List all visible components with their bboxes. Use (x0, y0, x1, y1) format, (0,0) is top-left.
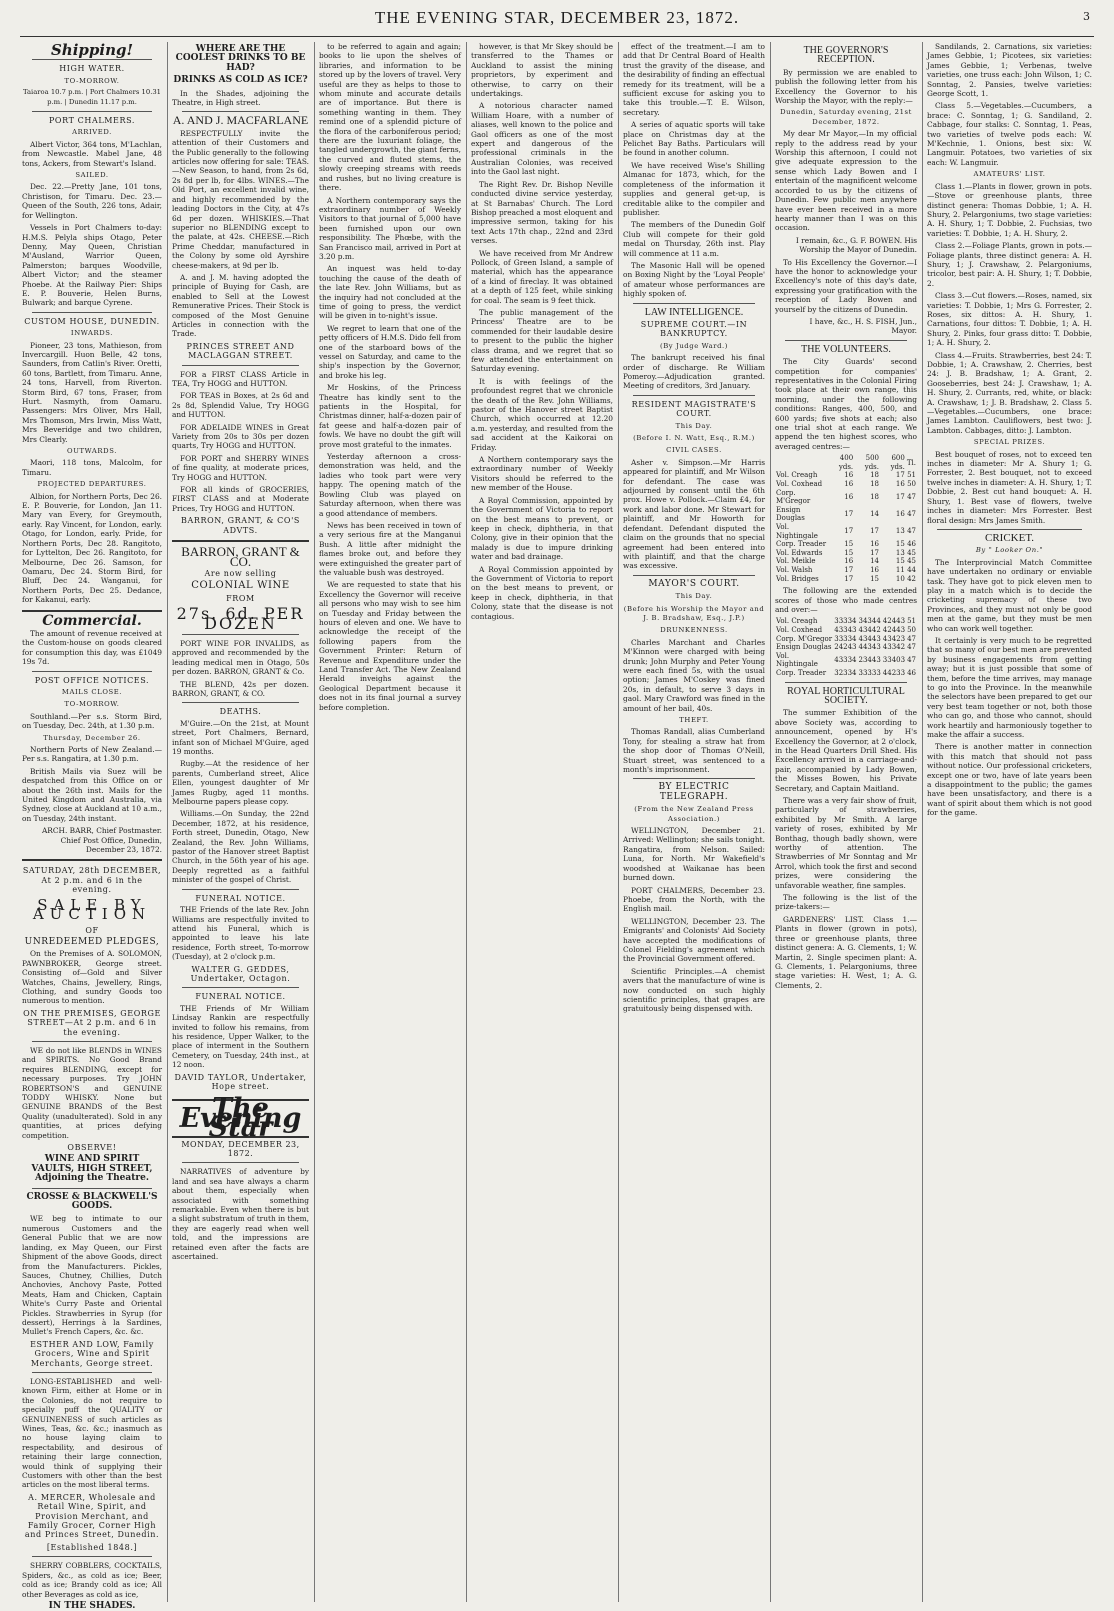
article-paragraph: We regret to learn that one of the petty officers of H.M.S. Dido fell from one of the starboard bows of the vessel on Saturday, and came to the ship's inspection by the Governor, and broke his leg. (319, 323, 461, 380)
theft-label: THEFT. (679, 716, 709, 724)
table-cell: 15 (844, 548, 854, 557)
cold-as-ice-heading: DRINKS AS COLD AS ICE? (173, 75, 308, 86)
governor-intro: By permission we are enabled to publish the following letter from his Excellency the Governor to his Worship the Mayor, with the reply:— (775, 67, 917, 106)
table-cell: 43443 (858, 634, 881, 643)
death-notice: Williams.—On Sunday, the 22nd December, 1872, at his residence, Forth street, Dunedin, Otago, New Zealand, the Rev. John Williams, pastor of the Hanover street Baptist Church, in the 56th year of his age. Deeply regretted as a faithful minister of the gospel of Christ. (172, 809, 309, 885)
shipping-heading: Shipping! (50, 41, 134, 59)
table-row (775, 643, 917, 652)
table-cell: 16 (895, 480, 905, 489)
observe-label: OBSERVE! (67, 1143, 117, 1153)
table-cell: 47 (907, 634, 916, 643)
this-day-label: This Day. (675, 421, 713, 430)
law-text: The bankrupt received his final order of discharge. Re William Pomeroy.—Adjudication granted. Meeting of creditors, 3rd January. (623, 353, 765, 391)
table-cell: Vol. Coxhead (776, 625, 823, 634)
blends-ad: WE do not like BLENDS in WINES and SPIRITS. No Good Brand requires BLENDING, except for necessary purposes. Try JOHN ROBERTSON'S and GENUINE TODDY WHISKY. None but GENUINE BRANDS of the Best Quality (unadulterated). Sold in any quantities, at prices defying competition. (22, 1045, 162, 1140)
port-invalids-ad: PORT WINE FOR INVALIDS, as approved and recommended by the leading medical men in Otago, 50s per dozen. BARRON, GRANT & Co. (172, 638, 309, 677)
macfarlane-text: RESPECTFULLY invite the attention of their Customers and the Public generally to the following articles now offering for sale: TEAS.—New Season, to hand, from 2s 6d, 2s 8d per lb, for 4lbs. WINES.—The Old Port, an excellent invalid wine, and highly recommended by the leading Doctors in the City, at 47s 6d per dozen. WHISKIES.—That superior no BLENDING except to the palate, at 42s. CHEESE.—Rich Prime Cheddar, manufactured in the Colony by some old Ayrshire cheese-makers, at 9d per lb. (172, 128, 309, 270)
funeral-notice-signature: DAVID TAYLOR, Undertaker, Hope street. (174, 1072, 307, 1091)
table-header: 400 yds. (838, 454, 854, 471)
table-cell: 44343 (858, 643, 881, 652)
horticultural-text: The summer Exhibition of the above Society was, according to announcement, opened by H's Excellency the Governor, at 2 o'clock, in the Head Quarters Drill Shed. His Excellency arrived in a carriage-and-pair, accompanied by Lady Bowen, the Misses Bowen, his Private Secretary, and Captain Maitland. (775, 708, 917, 793)
table-cell: 34344 (858, 617, 881, 626)
divider (22, 610, 162, 612)
table-cell: 32334 (834, 668, 857, 677)
table-cell: 15 (844, 540, 854, 549)
theft-text: Thomas Randall, alias Cumberland Tony, for stealing a straw hat from the shop door of Thomas O'Neill, Stuart street, was sentenced to a month's imprisonment. (623, 727, 765, 775)
prize-list: Class 1.—Plants in flower, grown in pots.—Stove or greenhouse plants, three distinct genera: Thomas Dobbie, 1; A. H. Shury, 2. Pelargoniums, two stage varieties: A. H. Shury, 1; T. Dobbie, 2. Fuchsias, two varieties: T. Dobbie, 1; A. H. Shury, 2. (927, 181, 1092, 238)
page-title: THE EVENING STAR, DECEMBER 23, 1872. (374, 8, 740, 27)
death-notice: M'Guire.—On the 21st, at Mount street, Port Chalmers, Bernard, infant son of Michael M'Guire, aged 19 months. (172, 718, 309, 756)
article-paragraph: A Northern contemporary says the extraordinary number of Weekly Visitors to that journal of 5,000 have been furnished upon our own responsibility. The Phœbe, with the San Francisco mail, arrived in Port at 3.20 p.m. (319, 195, 461, 261)
mayors-court-text: Charles Marchant and Charles M'Kinnon were charged with being drunk; John Murphy and Peter Young were each fined 5s, with the usual option; James M'Coskey was fined 20s, in default, to serve 3 days in gaol. Mary Crawford was fined in the amount of her bail, 40s. (623, 637, 765, 713)
judge-line: (By Judge Ward.) (659, 341, 729, 350)
table-cell: 16 (844, 557, 854, 566)
crosse-blackwell-heading: CROSSE & BLACKWELL'S GOODS. (26, 1191, 158, 1212)
scores-body (775, 471, 917, 583)
post-notice-1: Southland.—Per s.s. Storm Bird, on Tuesday, Dec. 24th, at 1.30 p.m. (22, 711, 162, 731)
crosse-blackwell-text: WE beg to intimate to our numerous Customers and the General Public that we are now landing, ex May Queen, our First Shipment of the above Goods, direct from the Manufacturers. Pickles, Sauces, Chutney, Chillies, Dutch Anchovies, Anchovy Paste, Potted Meats, Ham and Chicken, Captain White's Curry Paste and Oriental Pickles. Strawberries in Syrup (for dessert), Herrings à la Sardines, Mullet's French Capers, &c. &c. (22, 1214, 162, 1337)
civil-cases-text: Asher v. Simpson.—Mr Harris appeared for plaintiff, and Mr Wilson for defendant. The case was adjourned by consent until the 6th prox. Howe v. Pollock.—Claim £4, for work and labor done. Mr Stewart for plaintiff, and Mr Howorth for defendant. Defendant disputed the claim on the grounds that no special agreement had been entered into with plaintiff, and that the charge was excessive. (623, 457, 765, 571)
table-cell: 13 (895, 527, 905, 536)
divider (182, 634, 299, 635)
table-cell: 50 (907, 480, 916, 489)
funeral-notice-heading: FUNERAL NOTICE. (195, 893, 286, 903)
post-office-heading: POST OFFICE NOTICES. (34, 675, 150, 685)
table-cell: 47 (907, 527, 916, 536)
high-water-heading: HIGH WATER. (59, 64, 125, 74)
mayors-court-heading: MAYOR'S COURT. (648, 578, 740, 589)
table-cell: Ensign Douglas (776, 505, 805, 523)
column-4 (471, 42, 613, 1602)
barron-advts-label: BARRON, GRANT, & CO'S ADVTS. (181, 516, 300, 535)
table-cell: 16 (844, 480, 854, 489)
masthead-line (20, 6, 1094, 37)
prize-list: Class 4.—Fruits. Strawberries, best 24: T. Dobbie, 1; A. Crawshaw, 2. Cherries, best 24: J. B. Bradshaw, 1; A. Grant, 2. Gooseberries, best 24: J. Crawshaw, 1; A. H. Shury, 2. Currants, red, white, or black: A. Crawshaw, 1; J. B. Bradshaw, 2. Class 5.—Vegetables.—Cucumbers, one brace: James Lambton. Cauliflowers, best two: J. Lambton. Cabbages, ditto: J. Lambton. (927, 350, 1092, 435)
barron-grant-heading: BARRON, GRANT & CO. (181, 544, 300, 569)
pawnbroker-text: On the Premises of A. SOLOMON, PAWNBROKER, George street. Consisting of—Gold and Silver Watches, Chains, Jewellery, Rings, Clothing, and sundry Goods too numerous to mention. (22, 949, 162, 1006)
table-cell: Vol. Nightingale (776, 523, 818, 540)
divider (22, 859, 162, 861)
leading-article: NARRATIVES of adventure by land and sea have always a charm about them, especially when associated with something remarkable. Even when there is but a slight substratum of truth in them, they are eagerly read when well told, and the impressions are retained even after the facts are ascertained. (172, 1167, 309, 1262)
column-1 (22, 41, 162, 1611)
table-cell: 42 (907, 574, 916, 583)
horticultural-text: There was a very fair show of fruit, particularly of strawberries, exhibited by Mr Smith. A large variety of roses, exhibited by Mr Bonthag, though badly shown, were worthy of attention. The Strawberries of Mr Sonntag and Mr Arrol, which took the first and second prizes, were considering the unfavorable weather, fine samples. (775, 796, 917, 890)
article-paragraph: We have received Wise's Shilling Almanac for 1873, which, for the completeness of the information it supplies and general get-up, is creditable alike to the compiler and publisher. (623, 160, 765, 217)
article-paragraph: however, is that Mr Skey should be transferred to the Thames or Auckland to assist the mining proprietors, by experiment and otherwise, to carry on their undertakings. (471, 42, 613, 99)
mayor-reply: To His Excellency the Governor.—I have the honor to acknowledge your Excellency's note of this day's date, expressing your gratification with the reception of Lady Bowen and yourself by the citizens of Dunedin. (775, 257, 917, 314)
column-7 (927, 42, 1092, 1602)
column-rule (167, 42, 168, 1602)
table-cell: 50 (907, 625, 916, 634)
article-paragraph: The Right Rev. Dr. Bishop Neville conducted divine service yesterday, at St Barnabas' Church. The Lord Bishop preached a most eloquent and impressive sermon, taking for his text Acts 17th chap., 22nd and 23rd verses. (471, 179, 613, 246)
divider (182, 1162, 299, 1163)
table-row (775, 471, 917, 480)
projected-label: PROJECTED DEPARTURES. (37, 480, 147, 489)
article-paragraph: A Northern contemporary says the extraordinary number of Weekly Visitors should be referred to the new member of the House. (471, 455, 613, 493)
article-paragraph: We have received from Mr Andrew Pollock, of Green Island, a sample of material, which has the appearance of a kind of fireclay. It was obtained at a depth of 125 feet, while sinking for coal. The seam is 9 feet thick. (471, 248, 613, 305)
table-cell: 43343 (834, 625, 857, 634)
cricket-heading: CRICKET. (985, 531, 1034, 544)
governor-signature: I remain, &c., G. F. BOWEN. His Worship the Mayor of Dunedin. (795, 235, 917, 255)
table-cell: Vol. Creagh (776, 617, 818, 626)
hogg-hutton-ad: FOR TEAS in Boxes, at 2s 6d and 2s 8d, Splendid Value, Try HOGG and HUTTON. (172, 391, 309, 420)
princes-street-heading: PRINCES STREET AND MACLAGGAN STREET. (186, 341, 295, 361)
table-cell: 42443 (882, 617, 906, 626)
column-rule (770, 42, 771, 1602)
divider (32, 59, 152, 60)
extended-scores-intro: The following are the extended scores of those who made centres and over:— (775, 586, 917, 614)
sale-of: OF (85, 925, 99, 935)
table-cell: 17 (844, 510, 854, 519)
funeral-notice-heading: FUNERAL NOTICE. (195, 992, 286, 1002)
table-row (775, 557, 917, 566)
arrived-label: ARRIVED. (72, 128, 112, 137)
article-paragraph: A series of aquatic sports will take place on Christmas day at the Pelichet Bay Baths. Particulars will be found in another column. (623, 120, 765, 158)
table-cell: 17 (895, 492, 905, 501)
telegraph-item: PORT CHALMERS, December 23. Phoebe, from the North, with the English mail. (623, 885, 765, 914)
table-cell: 23443 (858, 656, 881, 665)
post-thursday-label: Thursday, December 26. (43, 733, 141, 742)
table-cell: 46 (907, 668, 916, 677)
horticultural-text: The following is the list of the prize-takers:— (775, 893, 917, 912)
tomorrow-label: TO-MORROW. (64, 76, 120, 85)
table-header (775, 454, 828, 471)
table-cell: 16 (895, 510, 905, 519)
scientific-item: Scientific Principles.—A chemist avers that the manufacture of wine is now conducted on such highly scientific principles, that grapes are gratuitously being dispensed with. (623, 966, 765, 1014)
article-paragraph: We are requested to state that his Excellency the Governor will receive all persons who may wish to see him on Tuesday and Friday between the hours of eleven and one. We have to acknowledge the receipt of the following papers from the Government Printer: Return of Revenue and Expenditure under the Land Transfer Act. The New Zealand Herald inveighs against the Geological Department because it does not in its final journal a survey before completion. (319, 580, 461, 712)
projected-text: Albion, for Northern Ports, Dec 26. E. P. Bouverie, for London, Jan 11. Mary van Every, for Greymouth, early. Ray Vincent, for London, early. Otago, for London, early. Pride, for Northern Ports, Dec 28. Rangitoto, for Lyttelton, Dec 26. Rangitoto, for Melbourne, Dec 26. Samson, for Oamaru, Dec 24. Storm Bird, for Bluff, Dec 24. Wanganui, for Northern Ports, Dec 25. Dedance, for Kakanui, early. (22, 491, 162, 605)
divider (182, 111, 299, 112)
column-rule (314, 42, 315, 1602)
table-cell: 16 (844, 492, 854, 501)
extended-scores-table (775, 617, 917, 677)
colonial-wine: COLONIAL WINE (191, 580, 290, 592)
table-cell: 43334 (834, 656, 857, 665)
table-cell: 17 (895, 471, 905, 480)
prize-list: GARDENERS' LIST. Class 1.—Plants in flower (grown in pots), three or greenhouse plants, three distinct genera: A. G. Clements, 1; W. Martin, 2. Single specimen plant: A. G. Clements, 1. Pelargoniums, three stage varieties: H. West, 1; A. G. Clements, 2. (775, 914, 917, 990)
sherry-cobblers-ad: SHERRY COBBLERS, COCKTAILS, Spiders, &c., as cold as ice; Beer, cold as ice; Brandy cold as ice; All other Beverages as cold as ice, (22, 1561, 162, 1599)
supreme-court-heading: SUPREME COURT.—IN BANKRUPTCY. (640, 319, 748, 339)
law-intelligence-heading: LAW INTELLIGENCE. (644, 306, 744, 318)
article-paragraph: A notorious character named William Hoare, with a number of aliases, well known to the police and Gaol officers as one of the most expert and dangerous of the professional criminals in the Australian Colonies, was received into the Gaol last night. (471, 101, 613, 177)
table-row (775, 523, 917, 540)
vessels-text: Vessels in Port Chalmers to-day: H.M.S. Pelyla ships Otago, Peter Denny, May Queen, Christian M'Ausland, Warrior Queen, Palmerston; barques Woodville, Albert Victor; and the steamer Phoebe. At the Railway Pier: Ships E. P. Bouverie, Helen Burns, Bulwark; and barque Cyrene. (22, 223, 162, 308)
table-cell: Vol. Edwards (776, 548, 823, 557)
wine-price: 27s. 6d. PER DOZEN (176, 604, 305, 633)
premises-line: ON THE PREMISES, GEORGE STREET—At 2 p.m. and 6 in the evening. (23, 1008, 161, 1037)
divider (32, 1188, 152, 1189)
post-tomorrow-label: TO-MORROW. (64, 700, 120, 709)
table-cell: 42443 (882, 625, 906, 634)
table-cell: 44233 (882, 668, 906, 677)
special-prizes-label: SPECIAL PRIZES. (973, 438, 1046, 447)
article-paragraph: An inquest was held to-day touching the cause of the death of the late Rev. John Williams, but as the inquiry had not concluded at the time of going to press, the verdict will be given in to-night's issue. (319, 264, 461, 321)
table-cell: Vol. Nightingale (776, 651, 818, 669)
divider (32, 1556, 152, 1557)
mayor-day-label: This Day. (675, 592, 713, 601)
table-cell: 33403 (882, 656, 906, 665)
table-row (775, 506, 917, 523)
article-paragraph: A Royal Commission appointed by the Government of Victoria to report on the best means to prevent, or keep in check, diphtheria, in that Colony, state that the disease is not contagious. (471, 564, 613, 621)
table-cell: 24243 (834, 643, 857, 652)
sale-heading: SALE BY AUCTION (32, 895, 152, 924)
column-rule (466, 42, 467, 1602)
mercer-signature: A. MERCER, Wholesale and Retail Wine, Spirit, and Provision Merchant, and Family Grocer, Corner High and Princes Street, Dunedin. (24, 1492, 160, 1540)
cricket-paragraph: There is another matter in connection with this match that should not pass without notice. Our professional cricketers, except one or two, have of late years been a disappointment to the public; the games have been unsatisfactory, and there is a want of spirit about them which is not good for the game. (927, 742, 1092, 818)
before-line: (Before I. N. Watt, Esq., R.M.) (633, 434, 755, 443)
established-note: [Established 1848.] (46, 1542, 138, 1552)
table-cell: 15 (870, 574, 879, 583)
prize-list: Class 3.—Cut flowers.—Roses, named, six varieties: T. Dobbie, 1; Mrs G. Forrester, 2. Roses, six dittos: A. H. Shury, 1. Carnations, four dittos: T. Dobbie, 1; A. H. Shury, 2. Pinks, four grass ditto: T. Dobbie, 1; A. H. Shury, 2. (927, 291, 1092, 348)
divider (32, 312, 152, 313)
table-row (775, 566, 917, 575)
port-chalmers-heading: PORT CHALMERS. (48, 116, 136, 126)
table-row (775, 489, 917, 506)
table-cell: 51 (907, 617, 916, 626)
governors-reception-heading: THE GOVERNOR'S RECEPTION. (803, 45, 889, 66)
prize-list: Sandilands, 2. Carnations, six varieties: James Gebbie, 1; Picotees, six varieties: James Gebbie, 1; Verbenas, twelve varieties, one truss each: John Wilson, 1; C. Sonntag, 2. Pansies, twelve varieties: George Scott, 1. (927, 42, 1092, 99)
telegraph-item: WELLINGTON, December 23. The Emigrants' and Colonists' Aid Society have accepted the modifications of Colonel Fielding's agreement which the Provincial Government offered. (623, 916, 765, 964)
divider (633, 395, 755, 396)
spirit-vaults-heading: WINE AND SPIRIT VAULTS, HIGH STREET, Adjoining the Theatre. (31, 1154, 153, 1184)
divider (182, 702, 299, 703)
article-paragraph: A Royal Commission, appointed by the Government of Victoria to report on the best means to prevent, or keep in check, diphtheria, in that Colony, give in their opinion that the malady is due to impure drinking water and bad drainage. (471, 495, 613, 562)
funeral-notice-text: THE Friends of the late Rev. John Williams are respectfully invited to attend his Funeral, which is appointed to leave his late residence, Forth street, To-morrow (Tuesday), at 2 o'clock p.m. (172, 905, 309, 962)
table-cell: Corp. M'Gregor (776, 488, 811, 506)
table-cell: 16 (870, 540, 879, 549)
table-header: Tl. (906, 458, 916, 467)
table-cell: 16 (844, 471, 854, 480)
tide-times: Taiaroa 10.7 p.m. | Port Chalmers 10.31 p.m. | Dunedin 11.17 p.m. (22, 88, 162, 106)
amateurs-list-label: AMATEURS' LIST. (973, 170, 1046, 179)
mayor-signature: I have, &c., H. S. FISH, Jun., Mayor. (809, 316, 917, 336)
column-2 (172, 42, 309, 1602)
in-the-shades-heading: IN THE SHADES. (48, 1600, 136, 1611)
table-cell: 15 (895, 540, 905, 549)
shades-location: In the Shades, adjoining the Theatre, in High street. (172, 88, 309, 108)
cricket-paragraph: It certainly is very much to be regretted that so many of our best men are prevented by business engagements from getting away; but it is just possible that some of them, before the time arrives, may manage to go into the Province. In the meanwhile the selectors have been prepared to get our very best team together or not, both those who can go, and those who cannot, should work heartily and harmoniously together to make the affair a success. (927, 635, 1092, 740)
arrived-text: Albert Victor, 364 tons, M'Lachlan, from Newcastle. Mabel Jane, 48 tons, Ackers, from Stewart's Island. (22, 139, 162, 168)
now-selling: Are now selling (204, 568, 277, 578)
blend-ad: THE BLEND, 42s per dozen. BARRON, GRANT, & CO. (172, 679, 309, 698)
sailed-label: SAILED. (75, 171, 109, 180)
unredeemed-heading: UNREDEEMED PLEDGES, (24, 936, 160, 947)
table-cell: 17 (844, 527, 854, 536)
divider (182, 987, 299, 988)
table-row (775, 540, 917, 549)
table-cell: 17 (870, 527, 879, 536)
long-established-ad: LONG-ESTABLISHED and well-known Firm, either at Home or in the Colonies, do not require to specially puff the QUALITY or GENUINENESS of such articles as Wines, Teas, &c. &c.; inasmuch as no house laying claim to respectability, and desirous of retaining their large connection, would think of supplying their Customers with other than the best articles on the most liberal terms. (22, 1376, 162, 1490)
table-cell: 14 (870, 557, 879, 566)
table-cell: Vol. Bridges (776, 574, 819, 583)
custom-house-heading: CUSTOM HOUSE, DUNEDIN. (24, 316, 160, 326)
table-cell: 46 (907, 540, 916, 549)
table-row (775, 549, 917, 558)
divider (172, 540, 309, 542)
mails-close-label: MAILS CLOSE. (61, 687, 123, 696)
governor-letter-address: Dunedin, Saturday evening, 21st December, 1872. (780, 108, 912, 126)
cricket-byline: By " Looker On." (975, 546, 1044, 555)
table-cell: Vol. Coxhead (776, 480, 823, 489)
commercial-text: The amount of revenue received at the Custom-house on goods cleared for consumption this day, was £1049 19s 7d. (22, 628, 162, 667)
table-cell: 18 (870, 480, 879, 489)
divider (182, 889, 299, 890)
scores-table (775, 454, 917, 583)
outwards-text: Maori, 118 tons, Malcolm, for Timaru. (22, 458, 162, 477)
post-notice-2: Northern Ports of New Zealand.—Per s.s. Rangatira, at 1.30 p.m. (22, 745, 162, 764)
column-3 (319, 42, 461, 1602)
macfarlane-heading: A. AND J. MACFARLANE (172, 113, 309, 128)
hogg-hutton-ad: FOR all kinds of GROCERIES, FIRST CLASS and at Moderate Prices, Try HOGG and HUTTON. (172, 485, 309, 513)
cricket-paragraph: The Interprovincial Match Committee have undertaken no ordinary or enviable task. They have got to pick eleven men to play in a match which is to decide the cricketing supremacy of these two Provinces, and they must not only be good men at the game, but they must be men who can work well together. (927, 557, 1092, 633)
saturday-line: SATURDAY, 28th DECEMBER, At 2 p.m. and 6 in the evening. (22, 866, 162, 895)
telegraph-heading: BY ELECTRIC TELEGRAPH. (658, 782, 730, 802)
evening-star-masthead: The Evening Star (172, 1099, 309, 1137)
table-cell: 43442 (858, 625, 881, 634)
table-cell: 47 (907, 492, 916, 501)
article-paragraph: The Masonic Hall will be opened on Boxing Night by the 'Loyal People' of amateur whose performances are highly spoken of. (623, 260, 765, 299)
from-label: FROM (226, 593, 255, 603)
article-paragraph: Yesterday afternoon a cross-demonstration was held, and the ladies who took part were very happy. The opening match of the Bowling Club was played on Saturday afternoon, when there was a good attendance of members. (319, 452, 461, 518)
mayor-before-line: (Before his Worship the Mayor and J. B. Bradshaw, Esq., J.P.) (623, 604, 765, 622)
divider (32, 671, 152, 672)
divider (633, 778, 755, 779)
table-row (775, 669, 917, 678)
funeral-notice-text: THE Friends of Mr William Lindsay Rankin are respectfully invited to follow his remains, from his residence, Upper Walker, to the place of interment in the Southern Cemetery, on Tuesday, 24th inst., at 12 noon. (172, 1003, 309, 1070)
table-header: 500 yds. (864, 454, 879, 471)
coolest-drinks-heading: WHERE ARE THE COOLEST DRINKS TO BE HAD? (175, 44, 306, 73)
volunteers-text: The City Guards' second competition for companies' representatives in the Colonial Firing took place at their own range, this morning, under the following conditions: Ranges, 400, 500, and 600 yards; five shots at each; also one trial shot at each range. We append the ten highest scores, who averaged centres:— (775, 357, 917, 451)
article-paragraph: to be referred to again and again; books to lie upon the shelves of libraries, and information to be stored up by the lovers of travel. Very useful are they as helps to those to whom minute and accurate details are of importance. But there is something wanting in them. They remind one of a splendid picture of the flora of the carboniferous period; there are the luxuriant foliage, the tangled undergrowth, the giant ferns, the curved and fluted stems, the slowly creeping streams with reeds and rushes, but no living creature is there. (319, 42, 461, 193)
hogg-hutton-ad: FOR ADELAIDE WINES in Great Variety from 20s to 30s per dozen quarts, Try HOGG and HUTTON. (172, 422, 309, 451)
table-cell: 14 (870, 510, 879, 519)
inwards-text: Pioneer, 23 tons, Mathieson, from Invercargill. Huon Belle, 42 tons, Saunders, from Catlin's River. Oretti, 60 tons, Bartlett, from Timaru. Anne, 24 tons, Harvell, from Riverton. Storm Bird, 67 tons, Fraser, from Hurt. Nasmyth, from Oamaru. Passengers: Mrs Oliver, Mrs Hall, Mrs Thomson, Mrs Irwin, Miss Watt, Mrs Beveridge and two children, Mrs Clearly. (22, 340, 162, 444)
death-notice: Rugby.—At the residence of her parents, Cumberland street, Alice Ellen, youngest daughter of Mr James Rugby, aged 11 months. Melbourne papers please copy. (172, 759, 309, 807)
commercial-heading: Commercial. (42, 612, 142, 629)
table-cell: 16 (870, 565, 879, 574)
divider (32, 1372, 152, 1373)
divider (633, 303, 755, 304)
post-notice-3: British Mails via Suez will be despatched from this Office on or about the 26th inst. Mails for the United Kingdom and Australia, via Sydney, close at Auckland at 10 a.m., on Tuesday, 24th instant. (22, 766, 162, 823)
table-cell: 44 (907, 565, 916, 574)
sailed-text: Dec. 22.—Pretty Jane, 101 tons, Christison, for Timaru. Dec. 23.—Queen of the South, 226 tons, Adair, for Wellington. (22, 182, 162, 220)
telegraph-item: WELLINGTON, December 21. Arrived: Wellington; she sails tonight. Rangatira, from Nelson. Sailed: Luna, for North. Mr Wakefield's woodshed at Waikanae has been burned down. (623, 826, 765, 883)
table-cell: 18 (870, 471, 879, 480)
volunteers-heading: THE VOLUNTEERS. (801, 343, 891, 355)
page-number: 3 (1083, 10, 1090, 23)
deaths-heading: DEATHS. (219, 707, 262, 717)
extended-scores-body (775, 617, 917, 677)
article-paragraph: News has been received in town of a very serious fire at the Manganui Bush. A little after midnight the flames broke out, and before they were extinguished the greater part of the valuable bush was destroyed. (319, 520, 461, 577)
divider (182, 365, 299, 366)
table-row (775, 635, 917, 644)
article-paragraph: The members of the Dunedin Golf Club will compete for their gold medal on Thursday, 26th inst. Play will commence at 11 a.m. (623, 220, 765, 258)
post-signature: ARCH. BARR, Chief Postmaster. Chief Post Office, Dunedin, December 23, 1872. (41, 826, 162, 855)
drunkenness-label: DRUNKENNESS. (660, 626, 728, 635)
funeral-notice-signature: WALTER G. GEDDES, Undertaker, Octagon. (190, 964, 291, 983)
table-cell: Vol. Walsh (776, 565, 813, 574)
divider (633, 575, 755, 576)
inwards-label: INWARDS. (70, 329, 114, 338)
civil-cases-label: CIVIL CASES. (666, 446, 722, 455)
divider (785, 340, 907, 341)
hogg-hutton-ad: FOR PORT and SHERRY WINES of fine quality, at moderate prices, Try HOGG and HUTTON. (172, 453, 309, 482)
table-cell: 17 (870, 548, 879, 557)
table-cell: 33334 (834, 634, 857, 643)
horticultural-heading: ROYAL HORTICULTURAL SOCIETY. (787, 685, 905, 706)
article-paragraph: effect of the treatment.—I am to add that Dr Central Board of Health trust the gravity of the disease, and the desirability of finding an effectual remedy for its treatment, will be a sufficient excuse for asking you to take this trouble.—T. E. Wilson, secretary. (623, 42, 765, 117)
telegraph-source: (From the New Zealand Press Association.) (634, 805, 754, 823)
table-cell: 17 (844, 574, 854, 583)
table-cell: 33334 (834, 617, 857, 626)
table-cell: Vol. Meikle (776, 557, 816, 566)
table-row (775, 626, 917, 635)
table-cell: 43342 (882, 643, 906, 652)
table-cell: 45 (907, 557, 916, 566)
table-cell: 47 (907, 656, 916, 665)
divider (937, 529, 1082, 530)
table-cell: Ensign Douglas (776, 643, 832, 652)
table-header-row (775, 454, 917, 471)
table-cell: 17 (844, 565, 854, 574)
table-cell: Vol. Creagh (776, 471, 818, 480)
column-5 (623, 42, 765, 1602)
column-rule (618, 42, 619, 1602)
prize-list: Class 2.—Foliage Plants, grown in pots.—Foliage plants, three distinct genera: A. H. Shury, 1; J. Crawshaw, 2. Pelargoniums, tricolor, best pair: A. H. Shury, 1; T. Dobbie, 2. (927, 241, 1092, 288)
table-cell: 15 (895, 557, 905, 566)
table-cell: 47 (907, 643, 916, 652)
article-paragraph: Mr Hoskins, of the Princess Theatre has kindly sent to the patients in the Hospital, for Christmas dinner, half-a-dozen pair of fat geese and half-a-dozen pair of fowls. We have no doubt the gift will prove most grateful to the inmates. (319, 383, 461, 449)
column-6 (775, 42, 917, 1602)
table-cell: 33333 (858, 668, 881, 677)
table-cell: 10 (895, 574, 905, 583)
column-rule (922, 42, 923, 1602)
table-row (775, 480, 917, 489)
table-row (775, 575, 917, 584)
divider (32, 111, 152, 112)
article-paragraph: It is with feelings of the profoundest regret that we chronicle the death of the Rev. John Williams, pastor of the Hanover street Baptist Church, which occurred at 12.20 a.m. yesterday, and resulted from the sad accident at the Kaikorai on Friday. (471, 376, 613, 452)
table-cell: 43423 (882, 634, 906, 643)
table-cell: 11 (895, 565, 905, 574)
prize-list: Class 5.—Vegetables.—Cucumbers, a brace: C. Sonntag, 1; G. Sandiland, 2. Cabbage, four stalks: C. Sonntag, 1. Peas, two varieties of twelve pods each: W. M'Kechnie, 1. Onions, best six: W. Langmuir. Potatoes, two varieties of six each: W. Langmuir. (927, 101, 1092, 167)
table-cell: 13 (895, 548, 905, 557)
divider (785, 682, 907, 683)
table-cell: 45 (907, 548, 916, 557)
divider (32, 1041, 152, 1042)
article-paragraph: The public management of the Princess' Theatre are to be commended for their laudable desire to present to the public the higher class drama, and we regret that so few attended the entertainment on Saturday evening. (471, 307, 613, 374)
table-row (775, 617, 917, 626)
table-cell: 51 (907, 471, 916, 480)
hogg-hutton-ad: FOR a FIRST CLASS Article in TEA, Try HOGG and HUTTON. (172, 369, 309, 388)
resident-magistrate-heading: RESIDENT MAGISTRATE'S COURT. (631, 399, 757, 419)
governor-letter: My dear Mr Mayor,—In my official reply to the address read by your Worship this afternoon, I could not give adequate expression to the sense which Lady Bowen and I entertain of the magnificent welcome accorded to us by the citizens of Dunedin. Few public men anywhere have ever been received in a more hearty manner than I was on this occasion. (775, 129, 917, 233)
table-cell: Corp. Treader (776, 540, 827, 549)
prize-list: Best bouquet of roses, not to exceed ten inches in diameter: Mr A. Shury 1; G. Forrester, 2. Best bouquet, not to exceed twelve inches in diameter: A. H. Shury, 1; T. Dobbie, 2. Best cut hand bouquet: A. H. Shury, 1. Best vase of flowers, twelve inches in diameter: Mrs Forrester. Best floral design: Mrs James Smith. (927, 449, 1092, 525)
table-header: 600 yds. (890, 454, 905, 471)
table-cell: 18 (870, 492, 879, 501)
esther-low-signature: ESTHER AND LOW, Family Grocers, Wine and Spirit Merchants, George street. (30, 1339, 154, 1368)
table-cell: Corp. Treader (776, 668, 827, 677)
macfarlane-text-2: A. and J. M. having adopted the principle of Buying for Cash, are enabled to Sell at the Lowest Remunerative Prices. Their Stock is composed of the Most Genuine Articles in connection with the Trade. (172, 272, 309, 339)
outwards-label: OUTWARDS. (67, 447, 117, 456)
table-cell: 47 (907, 510, 916, 519)
issue-date: MONDAY, DECEMBER 23, 1872. (181, 1139, 300, 1159)
table-cell: Corp. M'Gregor (776, 634, 833, 643)
table-row (775, 652, 917, 669)
